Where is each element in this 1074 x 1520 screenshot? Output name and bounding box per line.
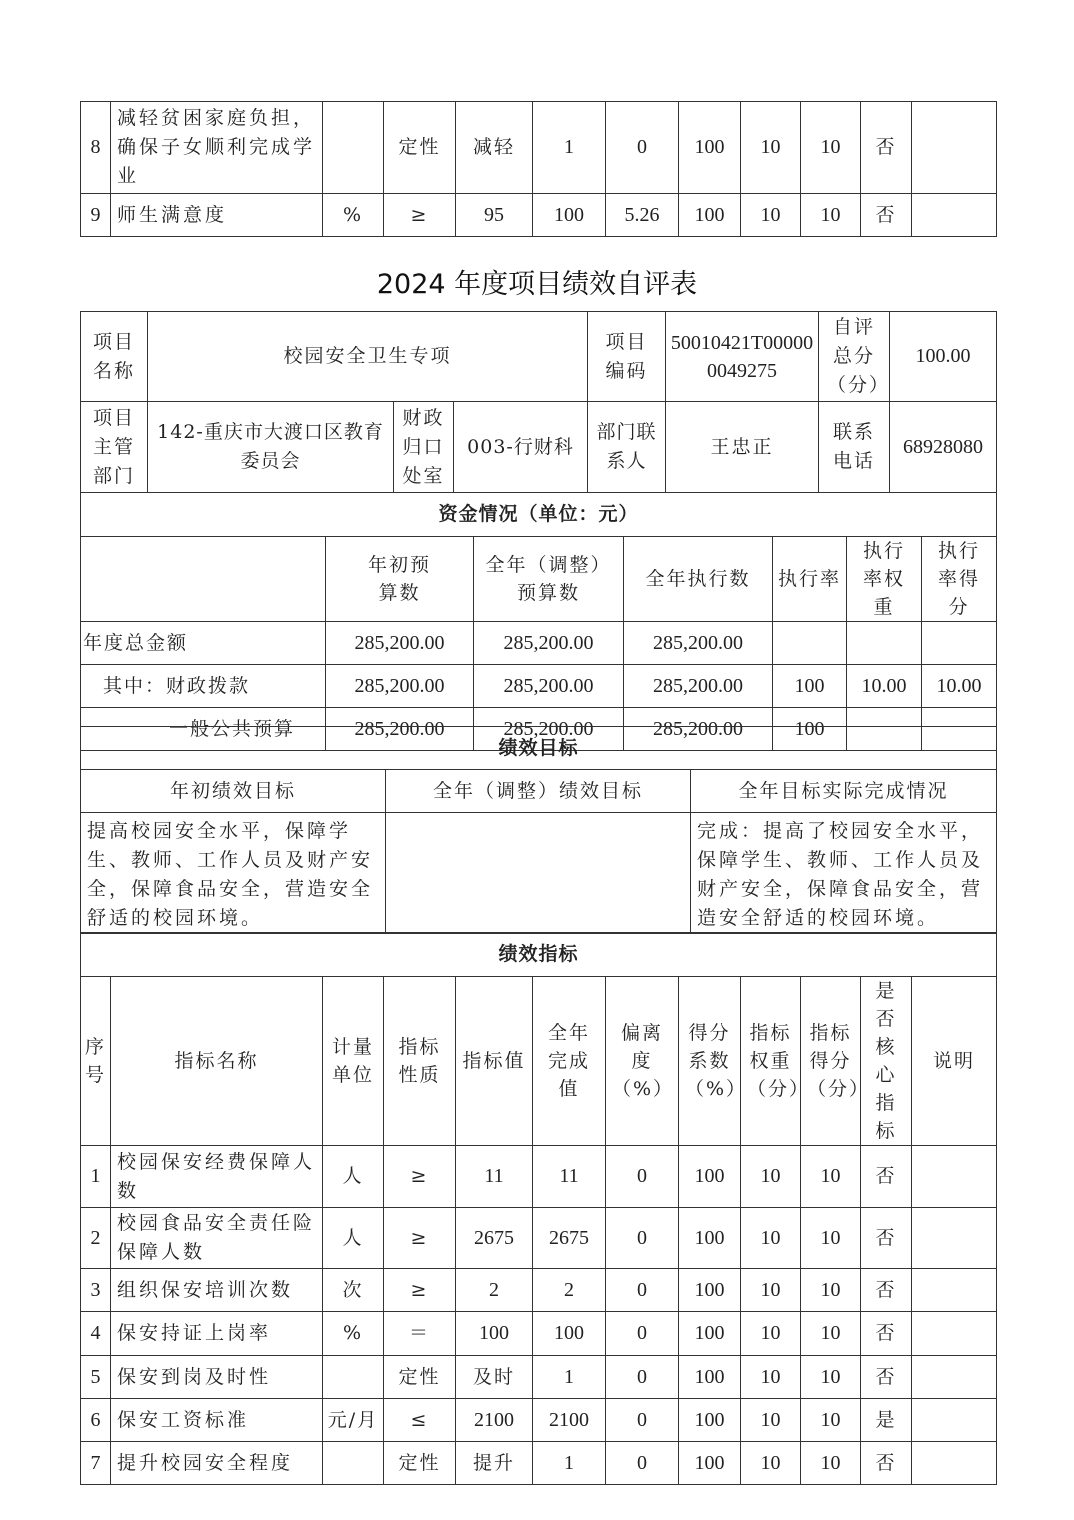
cell-note [912,194,997,237]
indicator-header: 指标性质 [384,977,456,1146]
cell-weight: 10 [741,1146,801,1208]
funds-cell: 285,200.00 [326,665,474,708]
cell-nature: ≥ [384,1269,456,1312]
finance: 003-行财科 [454,402,588,493]
cell-note [912,1146,997,1208]
funds-row [81,665,997,708]
cell-coef: 100 [679,1269,741,1312]
self-score-label: 自评总分（分） [819,312,890,402]
cell-coef: 100 [679,1399,741,1442]
cell-no: 4 [81,1312,111,1356]
indicator-header: 说明 [912,977,997,1146]
cell-name: 保安工资标准 [111,1399,323,1442]
cell-weight: 10 [741,102,801,194]
cell-deviation: 0 [606,1208,679,1269]
cell-unit [323,102,384,194]
table-row [81,1442,997,1485]
funds-header: 执行率权重 [847,537,922,622]
cell-weight: 10 [741,1312,801,1356]
indicator-header: 序号 [81,977,111,1146]
goal-initial: 提高校园安全水平，保障学生、教师、工作人员及财产安全，保障食品安全，营造安全舒适的校园环境。 [81,813,386,934]
cell-score: 10 [801,1146,861,1208]
cell-weight: 10 [741,1399,801,1442]
project-info-table [80,311,997,493]
indicators-section-title: 绩效指标 [81,933,997,977]
cell-deviation: 0 [606,102,679,194]
dept: 142-重庆市大渡口区教育委员会 [148,402,394,493]
cell-nature: 定性 [384,1442,456,1485]
dept-label: 项目主管部门 [81,402,148,493]
cell-actual: 11 [533,1146,606,1208]
cell-actual: 1 [533,1356,606,1399]
cell-core: 是 [861,1399,912,1442]
cell-nature: 定性 [384,102,456,194]
cell-core: 否 [861,1146,912,1208]
funds-section-title: 资金情况（单位：元） [81,493,997,537]
indicators-table [80,932,997,1485]
funds-header: 全年（调整）预算数 [474,537,624,622]
goal-actual: 完成：提高了校园安全水平，保障学生、教师、工作人员及财产安全，保障食品安全，营造安全舒适的校园环境。 [691,813,997,934]
cell-score: 10 [801,194,861,237]
cell-deviation: 5.26 [606,194,679,237]
cell-name: 提升校园安全程度 [111,1442,323,1485]
cell-actual: 100 [533,1312,606,1356]
cell-target: 11 [456,1146,533,1208]
prev-indicator-table [80,101,997,237]
cell-weight: 10 [741,1356,801,1399]
cell-name: 师生满意度 [111,194,323,237]
indicator-header: 计量单位 [323,977,384,1146]
cell-no: 6 [81,1399,111,1442]
goals-header-initial: 年初绩效目标 [81,770,386,813]
cell-no: 7 [81,1442,111,1485]
cell-core: 否 [861,1442,912,1485]
cell-name: 校园保安经费保障人数 [111,1146,323,1208]
project-code: 50010421T000000049275 [666,312,819,402]
cell-target: 减轻 [456,102,533,194]
funds-cell: 100 [773,665,847,708]
cell-unit: % [323,194,384,237]
funds-cell: 100 [773,708,847,751]
cell-core: 否 [861,1356,912,1399]
cell-core: 否 [861,1269,912,1312]
phone: 68928080 [890,402,997,493]
goals-table [80,726,997,934]
cell-unit: 元/月 [323,1399,384,1442]
cell-unit [323,1356,384,1399]
cell-no: 3 [81,1269,111,1312]
cell-core: 否 [861,1208,912,1269]
cell-name: 减轻贫困家庭负担，确保子女顺利完成学业 [111,102,323,194]
cell-nature: 定性 [384,1356,456,1399]
funds-cell: 10.00 [922,665,997,708]
cell-deviation: 0 [606,1312,679,1356]
cell-coef: 100 [679,1146,741,1208]
cell-nature: ≤ [384,1399,456,1442]
funds-cell: 其中：财政拨款 [81,665,326,708]
indicator-header: 指标值 [456,977,533,1146]
cell-target: 2675 [456,1208,533,1269]
table-row [81,194,997,237]
cell-name: 组织保安培训次数 [111,1269,323,1312]
cell-unit: 人 [323,1146,384,1208]
funds-cell: 285,200.00 [474,665,624,708]
cell-no: 1 [81,1146,111,1208]
cell-target: 2100 [456,1399,533,1442]
table-row [81,1269,997,1312]
table-row [81,1399,997,1442]
indicator-header: 得分系数（%） [679,977,741,1146]
cell-nature: ＝ [384,1312,456,1356]
contact-label: 部门联系人 [588,402,666,493]
goals-section-title: 绩效目标 [81,727,997,770]
funds-cell: 285,200.00 [326,708,474,751]
goal-adjusted [386,813,691,934]
phone-label: 联系电话 [819,402,890,493]
cell-score: 10 [801,1208,861,1269]
project-name-label: 项目名称 [81,312,148,402]
funds-header: 执行率得分 [922,537,997,622]
indicator-header: 指标名称 [111,977,323,1146]
project-code-label: 项目编码 [588,312,666,402]
cell-deviation: 0 [606,1399,679,1442]
cell-deviation: 0 [606,1146,679,1208]
funds-cell: 285,200.00 [474,708,624,751]
cell-unit: % [323,1312,384,1356]
cell-core: 否 [861,1312,912,1356]
contact: 王忠正 [666,402,819,493]
cell-core: 否 [861,194,912,237]
funds-cell: 285,200.00 [326,622,474,665]
indicator-header: 指标得分（分） [801,977,861,1146]
cell-coef: 100 [679,194,741,237]
table-row [81,1312,997,1356]
cell-target: 100 [456,1312,533,1356]
cell-score: 10 [801,102,861,194]
cell-nature: ≥ [384,194,456,237]
cell-note [912,1269,997,1312]
cell-core: 否 [861,102,912,194]
cell-no: 2 [81,1208,111,1269]
funds-cell: 10.00 [847,665,922,708]
indicator-header: 指标权重（分） [741,977,801,1146]
cell-unit: 次 [323,1269,384,1312]
page-title: 2024 年度项目绩效自评表 [376,269,698,300]
cell-weight: 10 [741,1442,801,1485]
funds-cell [847,622,922,665]
funds-cell: 285,200.00 [624,665,773,708]
cell-weight: 10 [741,1269,801,1312]
cell-actual: 2100 [533,1399,606,1442]
project-name: 校园安全卫生专项 [148,312,588,402]
funds-table [80,492,997,751]
cell-score: 10 [801,1356,861,1399]
indicator-header: 偏离度（%） [606,977,679,1146]
cell-name: 保安持证上岗率 [111,1312,323,1356]
cell-actual: 2675 [533,1208,606,1269]
finance-label: 财政归口处室 [394,402,454,493]
goals-header-adjusted: 全年（调整）绩效目标 [386,770,691,813]
funds-header [81,537,326,622]
cell-target: 及时 [456,1356,533,1399]
cell-score: 10 [801,1269,861,1312]
cell-deviation: 0 [606,1269,679,1312]
cell-coef: 100 [679,1208,741,1269]
cell-note [912,1399,997,1442]
funds-cell: 285,200.00 [624,622,773,665]
indicator-header: 全年完成值 [533,977,606,1146]
cell-no: 8 [81,102,111,194]
cell-actual: 1 [533,1442,606,1485]
funds-header: 执行率 [773,537,847,622]
cell-target: 提升 [456,1442,533,1485]
cell-score: 10 [801,1312,861,1356]
funds-cell: 一般公共预算 [81,708,326,751]
cell-no: 9 [81,194,111,237]
table-row [81,1356,997,1399]
cell-note [912,1442,997,1485]
cell-note [912,102,997,194]
funds-header: 年初预算数 [326,537,474,622]
funds-cell [773,622,847,665]
funds-header: 全年执行数 [624,537,773,622]
cell-deviation: 0 [606,1442,679,1485]
self-score: 100.00 [890,312,997,402]
cell-actual: 2 [533,1269,606,1312]
cell-score: 10 [801,1399,861,1442]
cell-nature: ≥ [384,1208,456,1269]
funds-cell: 年度总金额 [81,622,326,665]
cell-no: 5 [81,1356,111,1399]
table-row [81,1208,997,1269]
funds-cell: 285,200.00 [474,622,624,665]
cell-target: 95 [456,194,533,237]
funds-cell: 285,200.00 [624,708,773,751]
cell-note [912,1312,997,1356]
cell-nature: ≥ [384,1146,456,1208]
cell-actual: 100 [533,194,606,237]
cell-unit: 人 [323,1208,384,1269]
cell-coef: 100 [679,1312,741,1356]
table-row [81,1146,997,1208]
goals-header-actual: 全年目标实际完成情况 [691,770,997,813]
cell-coef: 100 [679,1442,741,1485]
cell-actual: 1 [533,102,606,194]
funds-row [81,622,997,665]
cell-name: 校园食品安全责任险保障人数 [111,1208,323,1269]
cell-coef: 100 [679,1356,741,1399]
cell-note [912,1208,997,1269]
cell-deviation: 0 [606,1356,679,1399]
cell-coef: 100 [679,102,741,194]
cell-note [912,1356,997,1399]
cell-weight: 10 [741,194,801,237]
funds-cell [922,622,997,665]
table-row [81,102,997,194]
cell-unit [323,1442,384,1485]
cell-score: 10 [801,1442,861,1485]
cell-name: 保安到岗及时性 [111,1356,323,1399]
cell-weight: 10 [741,1208,801,1269]
indicator-header: 是否核心指标 [861,977,912,1146]
cell-target: 2 [456,1269,533,1312]
